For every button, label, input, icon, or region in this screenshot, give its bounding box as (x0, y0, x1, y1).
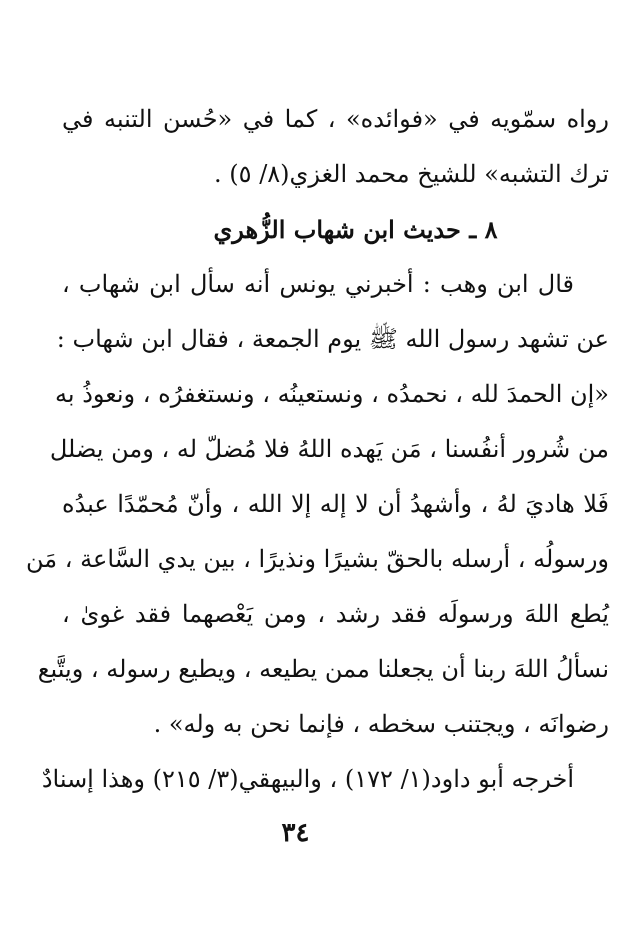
text-line-11: نسألُ اللهَ ربنا أن يجعلنا ممن يطيعه ، ويطيع رسوله ، ويتَّبع (37, 655, 609, 683)
text-line-2: ترك التشبه» للشيخ محمد الغزي(٨/ ٥) . (214, 160, 609, 188)
text-line-7: من شُرور أنفُسنا ، مَن يَهده اللهُ فلا مُضلّ له ، ومن يضلل (49, 435, 609, 463)
text-line-5: عن تشهد رسول الله ﷺ يوم الجمعة ، فقال ابن شهاب : (56, 325, 609, 353)
text-line-10: يُطع اللهَ ورسولَه فقد رشد ، ومن يَعْصهما فقد غوىٰ ، (62, 600, 609, 628)
page-text (26, 92, 609, 807)
text-line-8: فَلا هاديَ لهُ ، وأشهدُ أن لا إله إلا الله ، وأنّ مُحمّدًا عبدُه (62, 490, 609, 518)
text-line-4: قال ابن وهب : أخبرني يونس أنه سأل ابن شهاب ، (62, 270, 574, 298)
text-line-1: رواه سمّويه في «فوائده» ، كما في «حُسن التنبه في (62, 105, 609, 133)
text-line-9: ورسولُه ، أرسله بالحقّ بشيرًا ونذيرًا ، بين يدي السَّاعة ، مَن (26, 545, 609, 573)
page-number: ٣٤ (281, 818, 310, 848)
text-line-6: «إن الحمدَ لله ، نحمدُه ، ونستعينُه ، ونستغفرُه ، ونعوذُ به (55, 380, 609, 408)
section-heading: ٨ ـ حديث ابن شهاب الزُّهري (213, 215, 498, 244)
text-line-13: أخرجه أبو داود(١/ ١٧٢) ، والبيهقي(٣/ ٢١٥) وهذا إسنادٌ (41, 765, 574, 793)
text-line-12: رضوانَه ، ويجتنب سخطه ، فإنما نحن به وله» . (153, 710, 609, 738)
